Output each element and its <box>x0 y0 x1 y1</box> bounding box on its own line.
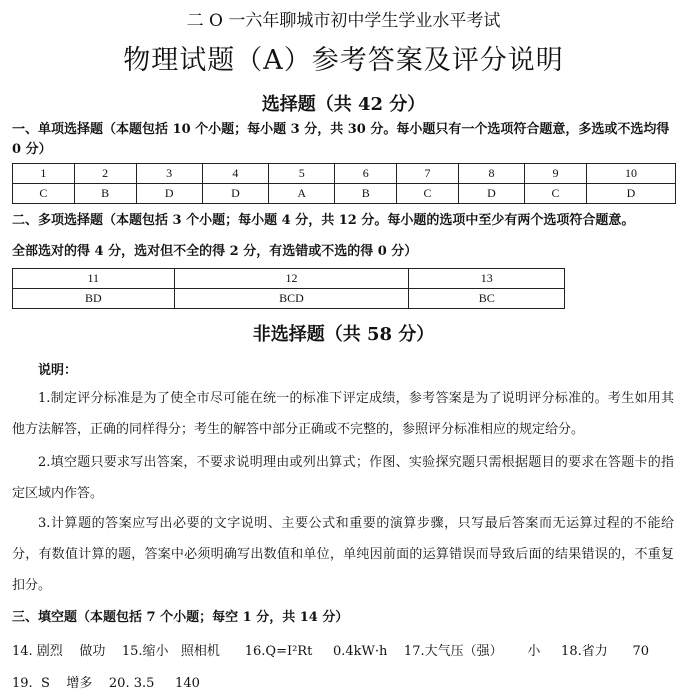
multi-choice-answer-table <box>12 268 565 309</box>
table-row <box>13 269 565 289</box>
answer-cell: BCD <box>174 289 409 309</box>
multi-choice-heading: 二、多项选择题（本题包括 3 个小题；每小题 4 分，共 12 分。每小题的选项中至少有两个选项符合题意。 <box>12 213 635 228</box>
question-number-cell: 12 <box>174 269 409 289</box>
question-number-cell: 2 <box>74 164 136 184</box>
question-number-cell: 13 <box>409 269 565 289</box>
answer-cell: C <box>397 184 459 204</box>
scoring-note-1: 1.制定评分标准是为了使全市尽可能在统一的标准下评定成绩，参考答案是为了说明评分标准的。考生如用其他方法解答，正确的同样得分；考生的解答中部分正确或不完整的，参照评分标准相应的规定给分。 <box>12 391 674 437</box>
question-number-cell: 6 <box>335 164 397 184</box>
answer-cell: C <box>13 184 75 204</box>
single-choice-heading: 一、单项选择题（本题包括 10 个小题；每小题 3 分，共 30 分。每小题只有一个选项符合题意，多选或不选均得 0 分） <box>12 122 670 157</box>
table-row <box>13 289 565 309</box>
table-row <box>13 184 676 204</box>
fill-in-answers-line-1: 14. 剧烈 做功 15.缩小 照相机 16.Q=I²Rt 0.4kW·h 17.大气压（强） 小 18.省力 70 <box>12 644 650 659</box>
answer-cell: B <box>335 184 397 204</box>
question-number-cell: 1 <box>13 164 75 184</box>
answer-cell: D <box>202 184 268 204</box>
answer-cell: D <box>136 184 202 204</box>
question-number-cell: 11 <box>13 269 175 289</box>
question-number-cell: 3 <box>136 164 202 184</box>
answer-cell: A <box>269 184 335 204</box>
answer-cell: BD <box>13 289 175 309</box>
exam-name: 二 O 一六年聊城市初中学生学业水平考试 <box>186 11 501 31</box>
question-number-cell: 10 <box>586 164 675 184</box>
question-number-cell: 4 <box>202 164 268 184</box>
answer-cell: D <box>458 184 524 204</box>
answer-cell: D <box>586 184 675 204</box>
fill-in-answers-line-2: 19. S 增多 20. 3.5 140 <box>12 676 200 691</box>
multi-choice-heading-line2: 全部选对的得 4 分，选对但不全的得 2 分，有选错或不选的得 0 分） <box>12 244 418 259</box>
notes-title: 说明： <box>38 363 78 378</box>
question-number-cell: 8 <box>458 164 524 184</box>
scoring-note-3: 3.计算题的答案应写出必要的文字说明、主要公式和重要的演算步骤，只写最后答案而无运算过程的不能给分，有数值计算的题，答案中必须明确写出数值和单位，单纯因前面的运算错误而导致后面的结果错误的，不重复扣分。 <box>12 516 674 593</box>
question-number-cell: 9 <box>525 164 587 184</box>
scoring-note-2: 2.填空题只要求写出答案，不要求说明理由或列出算式；作图、实验探究题只需根据题目的要求在答题卡的指定区域内作答。 <box>12 455 674 501</box>
answer-cell: BC <box>409 289 565 309</box>
answer-cell: B <box>74 184 136 204</box>
fill-in-heading: 三、填空题（本题包括 7 个小题；每空 1 分，共 14 分） <box>12 610 349 625</box>
answer-cell: C <box>525 184 587 204</box>
question-number-cell: 7 <box>397 164 459 184</box>
choice-section-heading: 选择题（共 42 分） <box>261 94 426 115</box>
table-row <box>13 164 676 184</box>
page-title: 物理试题（A）参考答案及评分说明 <box>123 45 564 76</box>
single-choice-answer-table <box>12 163 676 204</box>
non-choice-section-heading: 非选择题（共 58 分） <box>252 324 435 345</box>
question-number-cell: 5 <box>269 164 335 184</box>
